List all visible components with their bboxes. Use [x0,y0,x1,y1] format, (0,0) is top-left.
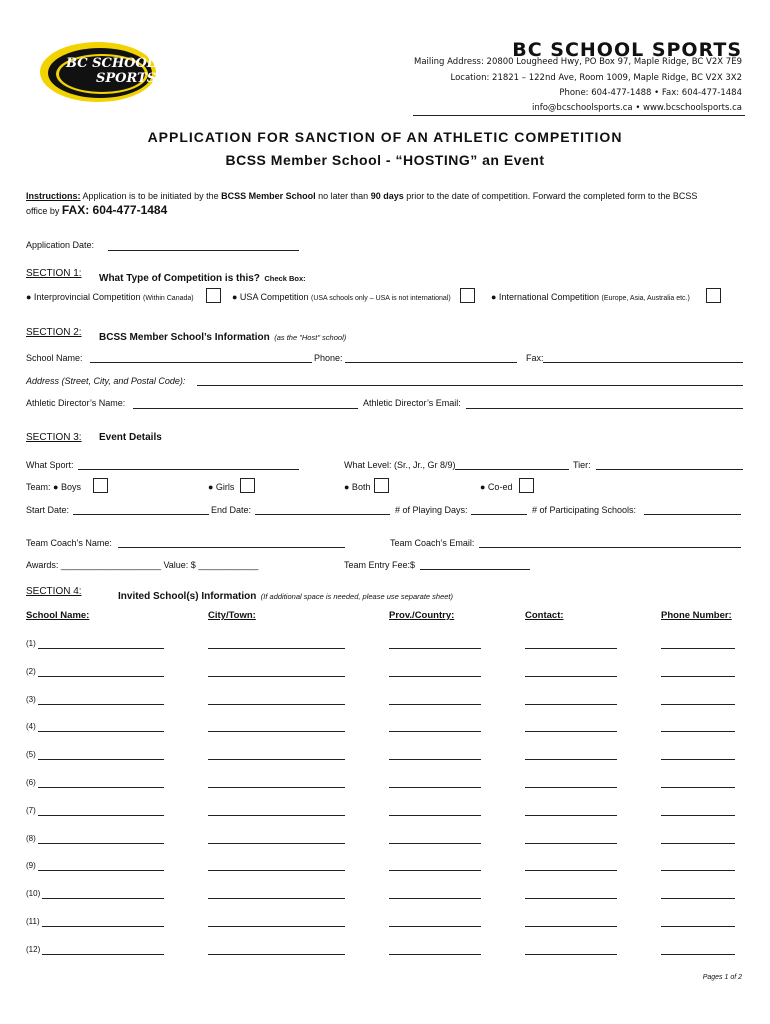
school-name-cell[interactable] [38,731,164,732]
row-number: (2) [26,666,36,676]
org-name: BC SCHOOL SPORTS [512,39,742,61]
prov-country-cell[interactable] [389,676,481,677]
checkbox-boys[interactable] [93,478,108,493]
school-name-cell[interactable] [42,954,164,955]
prov-country-cell[interactable] [389,815,481,816]
email-web: info@bcschoolsports.ca • www.bcschoolsports.ca [531,103,742,113]
city-town-cell[interactable] [208,898,345,899]
option-usa [232,292,451,302]
start-date-label: Start Date: [26,505,70,515]
option-international [491,292,690,302]
row-number: (4) [26,722,36,732]
row-number: (1) [26,639,36,648]
city-town-cell[interactable] [208,787,345,788]
section1-title-text: What Type of Competition is this? [99,273,260,284]
city-town-cell[interactable] [208,926,345,927]
participating-field[interactable] [644,514,741,515]
checkbox-international[interactable] [706,288,721,303]
section2-label: SECTION 2: [26,327,82,338]
city-town-cell[interactable] [208,676,345,677]
col-city-town: City/Town: [208,610,256,621]
what-level-label: What Level: (Sr., Jr., Gr 8/9) [344,460,456,470]
contact-cell[interactable] [525,648,617,649]
application-date-field[interactable] [108,250,299,251]
school-name-cell[interactable] [42,898,164,899]
section4-note: (If additional space is needed, please use separate sheet) [260,592,454,601]
option-interprovincial [26,292,194,302]
col-school-name: School Name: [26,610,90,621]
fax-field[interactable] [543,362,743,363]
logo [38,40,158,104]
instructions [26,191,697,201]
page-subtitle: BCSS Member School - “HOSTING” an Event [225,152,545,168]
phone-number-cell[interactable] [661,731,735,732]
city-town-cell[interactable] [208,704,345,705]
row-number: (12) [26,944,41,954]
instructions-label: Instructions: [26,191,81,201]
prov-country-cell[interactable] [389,870,481,871]
prov-country-cell[interactable] [389,704,481,705]
coach-name-label: Team Coach’s Name: [26,538,112,548]
option-interprovincial-note: (Within Canada) [143,295,194,302]
page-title: APPLICATION FOR SANCTION OF AN ATHLETIC COMPETITION [147,129,623,145]
col-contact: Contact: [525,610,564,621]
address-label: Address (Street, City, and Postal Code): [26,376,186,386]
option-interprovincial-label: ● Interprovincial Competition [26,292,141,302]
checkbox-coed[interactable] [519,478,534,493]
school-name-cell[interactable] [38,759,164,760]
end-date-label: End Date: [211,505,252,515]
section2-title-text: BCSS Member School’s Information [99,332,270,343]
city-town-cell[interactable] [208,954,345,955]
option-international-label: ● International Competition [491,292,599,302]
section1-label: SECTION 1: [26,268,82,279]
option-international-note: (Europe, Asia, Australia etc.) [601,295,690,302]
end-date-field[interactable] [255,514,390,515]
girls-label: ● Girls [208,482,235,492]
tier-label: Tier: [573,460,591,470]
school-name-cell[interactable] [38,648,164,649]
section4-label: SECTION 4: [26,586,82,597]
page-number: Pages 1 of 2 [702,974,742,981]
coed-label: ● Co-ed [480,482,513,492]
fax-label: Fax: [526,353,544,363]
instructions-text-3: prior to the date of competition. Forward the completed form to the BCSS [403,191,698,201]
phone-number-cell[interactable] [661,898,735,899]
col-phone-number: Phone Number: [661,610,732,621]
contact-cell[interactable] [525,870,617,871]
col-prov-country: Prov./Country: [389,610,455,621]
school-name-cell[interactable] [38,815,164,816]
checkbox-interprovincial[interactable] [206,288,221,303]
school-name-cell[interactable] [38,704,164,705]
prov-country-cell[interactable] [389,954,481,955]
what-level-field[interactable] [455,469,569,470]
contact-cell[interactable] [525,787,617,788]
prov-country-cell[interactable] [389,843,481,844]
entry-fee-field[interactable] [420,569,530,570]
contact-cell[interactable] [525,731,617,732]
ad-name-field[interactable] [133,408,358,409]
contact-cell[interactable] [525,676,617,677]
city-town-cell[interactable] [208,870,345,871]
what-sport-field[interactable] [78,469,299,470]
playing-days-label: # of Playing Days: [395,505,468,515]
row-number: (9) [26,861,36,871]
section2-title [99,327,346,345]
contact-cell[interactable] [525,759,617,760]
section1-note: Check Box: [264,274,306,283]
school-name-cell[interactable] [38,843,164,844]
instructions-text-4: office by [26,206,62,216]
tier-field[interactable] [596,469,743,470]
row-number: (10) [26,889,41,899]
section4-title-text: Invited School(s) Information [118,591,257,602]
row-number: (5) [26,750,36,760]
school-name-label: School Name: [26,353,83,363]
section1-title [99,268,306,286]
contact-cell[interactable] [525,954,617,955]
prov-country-cell[interactable] [389,926,481,927]
awards-value-label: Awards: ____________________ Value: $ ____________ [26,560,259,570]
row-number: (6) [26,778,36,787]
logo-text-2: SPORTS [96,71,157,86]
prov-country-cell[interactable] [389,898,481,899]
playing-days-field[interactable] [471,514,527,515]
option-usa-note: (USA schools only – USA is not international) [311,295,451,302]
application-date-label: Application Date: [26,240,95,250]
phone-number-cell[interactable] [661,926,735,927]
section3-label: SECTION 3: [26,432,82,443]
city-town-cell[interactable] [208,731,345,732]
option-usa-label: ● USA Competition [232,292,309,302]
school-name-cell[interactable] [42,926,164,927]
phone-number-cell[interactable] [661,954,735,955]
school-name-cell[interactable] [38,870,164,871]
address-field[interactable] [197,385,743,386]
start-date-field[interactable] [73,514,209,515]
checkbox-both[interactable] [374,478,389,493]
instructions-bold-1: BCSS Member School [221,191,316,201]
ad-email-field[interactable] [466,408,743,409]
section2-note: (as the "Host" school) [274,333,347,342]
phone-number-cell[interactable] [661,815,735,816]
coach-name-field[interactable] [118,547,345,548]
city-town-cell[interactable] [208,843,345,844]
prov-country-cell[interactable] [389,759,481,760]
both-label: ● Both [344,482,371,492]
phone-number-cell[interactable] [661,870,735,871]
phone-number-cell[interactable] [661,704,735,705]
prov-country-cell[interactable] [389,648,481,649]
phone-label: Phone: [314,353,343,363]
city-town-cell[interactable] [208,648,345,649]
school-name-cell[interactable] [38,787,164,788]
school-name-field[interactable] [90,362,312,363]
ad-email-label: Athletic Director’s Email: [363,398,461,408]
checkbox-girls[interactable] [240,478,255,493]
contact-cell[interactable] [525,704,617,705]
row-number: (3) [26,694,36,704]
prov-country-cell[interactable] [389,787,481,788]
ad-name-label: Athletic Director’s Name: [26,398,126,408]
phone-field[interactable] [345,362,517,363]
contact-cell[interactable] [525,926,617,927]
header-divider [413,115,745,116]
city-town-cell[interactable] [208,759,345,760]
instructions-fax: FAX: 604-477-1484 [61,203,168,217]
section3-title: Event Details [99,432,162,443]
instructions-text-2: no later than [315,191,371,201]
location-address: Location: 21821 – 122nd Ave, Room 1009, Maple Ridge, BC V2X 3X2 [450,73,742,83]
entry-fee-label: Team Entry Fee:$ [344,560,416,570]
instructions-line-2 [26,203,167,217]
contact-cell[interactable] [525,815,617,816]
contact-cell[interactable] [525,898,617,899]
checkbox-usa[interactable] [460,288,475,303]
phone-number-cell[interactable] [661,759,735,760]
phone-number-cell[interactable] [661,787,735,788]
mailing-address: Mailing Address: 20800 Lougheed Hwy, PO Box 97, Maple Ridge, BC V2X 7E9 [414,57,742,67]
phone-number-cell[interactable] [661,648,735,649]
prov-country-cell[interactable] [389,731,481,732]
phone-number-cell[interactable] [661,676,735,677]
row-number: (11) [26,917,40,926]
coach-email-field[interactable] [479,547,741,548]
row-number: (8) [26,833,36,843]
contact-cell[interactable] [525,843,617,844]
school-name-cell[interactable] [38,676,164,677]
row-number: (7) [26,805,36,815]
logo-text-1: BC SCHOOL [66,56,156,71]
section4-title [118,586,453,604]
phone-number-cell[interactable] [661,843,735,844]
participating-label: # of Participating Schools: [532,505,637,515]
instructions-bold-2: 90 days [370,191,404,201]
coach-email-label: Team Coach’s Email: [390,538,475,548]
phone-fax: Phone: 604-477-1488 • Fax: 604-477-1484 [559,88,742,98]
what-sport-label: What Sport: [26,460,74,470]
city-town-cell[interactable] [208,815,345,816]
instructions-text-1: Application is to be initiated by the [80,191,222,201]
team-boys-label: Team: ● Boys [26,482,81,492]
